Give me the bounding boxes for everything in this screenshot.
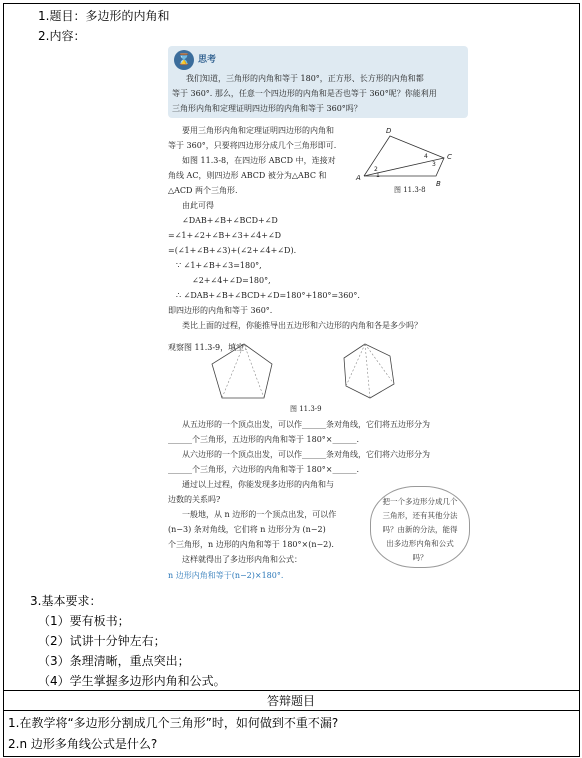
hourglass-icon: ⌛ [174,50,194,70]
point-label: C [447,153,452,161]
row-divider [4,710,579,711]
proof-line: 由此可得 [182,201,214,210]
point-label: A [356,174,361,182]
proof-line: 类比上面的过程，你能推导出五边形和六边形的内角和各是多少吗？ [182,321,422,330]
think-line: 等于 360°. 那么，任意一个四边形的内角和是否也等于 360°呢？你能利用 [172,89,437,98]
proof-line: ∴ ∠DAB+∠B+∠BCD+∠D=180°+180°=360°. [176,291,360,300]
angle-label: 1 [376,172,380,179]
proof-line: 等于 360°，只要将四边形分成几个三角形即可. [168,141,337,150]
defense-question: 1.在教学将“多边形分割成几个三角形”时，如何做到不重不漏? [8,716,339,730]
proof-line: ∵ ∠1+∠B+∠3=180°, [176,261,262,270]
proof-line: 要用三角形内角和定理证明四边形的内角和 [182,126,334,135]
fill-line: ______个三角形，六边形的内角和等于 180°×______. [168,465,360,474]
proof-line: ∠2+∠4+∠D=180°, [192,276,271,285]
fill-line: 一般地，从 n 边形的一个顶点出发，可以作 [182,510,337,519]
requirements-title: 3.基本要求： [30,594,102,608]
fill-line: 通过以上过程，你能发现多边形的内角和与 [182,480,334,489]
defense-heading: 答辩题目 [266,694,315,708]
point-label: D [386,127,392,135]
requirement-item: （4）学生掌握多边形内角和公式。 [38,674,226,688]
pentagon-hexagon-figure [200,338,420,404]
thought-bubble [370,486,470,568]
quadrilateral-figure [352,124,464,192]
proof-line: △ACD 两个三角形. [168,186,238,195]
proof-line: 如图 11.3-8，在四边形 ABCD 中，连接对 [182,156,336,165]
defense-question: 2.n 边形多角线公式是什么? [8,737,158,751]
think-line: 我们知道，三角形的内角和等于 180°，正方形、长方形的内角和都 [186,74,424,83]
fill-line: ______个三角形，五边形的内角和等于 180°×______. [168,435,360,444]
formula-line: n 边形内角和等于(n−2)×180°. [168,571,284,580]
content-label: 2.内容： [38,29,86,43]
angle-label: 2 [374,166,378,173]
think-title: 思考 [198,55,217,65]
proof-line: 即四边形的内角和等于 360°. [168,306,273,315]
requirement-item: （1）要有板书； [38,614,130,628]
angle-label: 4 [424,153,428,160]
proof-line: =∠1+∠2+∠B+∠3+∠4+∠D [168,231,282,240]
row-divider [4,690,579,691]
bubble-text: 把一个多边形分成几个三角形，还有其他分法吗？由新的分法，能得出多边形内角和公式吗？ [382,497,458,562]
figure-caption: 图 11.3-9 [290,405,322,413]
fill-line: 从六边形的一个顶点出发，可以作______条对角线，它们将六边形分为 [182,450,430,459]
point-label: B [436,180,441,188]
requirement-item: （3）条理清晰，重点突出； [38,654,190,668]
proof-line: =(∠1+∠B+∠3)+(∠2+∠4+∠D). [168,246,297,255]
think-line: 三角形内角和定理证明四边形的内角和等于 360°吗？ [172,104,362,113]
fill-line: 这样就得出了多边形内角和公式： [182,555,302,564]
figure-caption: 图 11.3-8 [394,186,426,194]
topic-line: 1.题目：多边形的内角和 [38,9,170,23]
fill-line: 边数的关系吗? [168,495,221,504]
fill-line: 从五边形的一个顶点出发，可以作______条对角线，它们将五边形分为 [182,420,430,429]
proof-line: 观察图 11.3-9，填空： [168,343,253,352]
proof-line: 角线 AC，则四边形 ABCD 被分为△ABC 和 [168,171,327,180]
fill-line: (n−3) 条对角线，它们将 n 边形分为 (n−2) [168,525,326,534]
requirement-item: （2）试讲十分钟左右； [38,634,166,648]
proof-line: ∠DAB+∠B+∠BCD+∠D [182,216,278,225]
fill-line: 个三角形，n 边形的内角和等于 180°×(n−2). [168,540,334,549]
angle-label: 3 [432,161,436,168]
